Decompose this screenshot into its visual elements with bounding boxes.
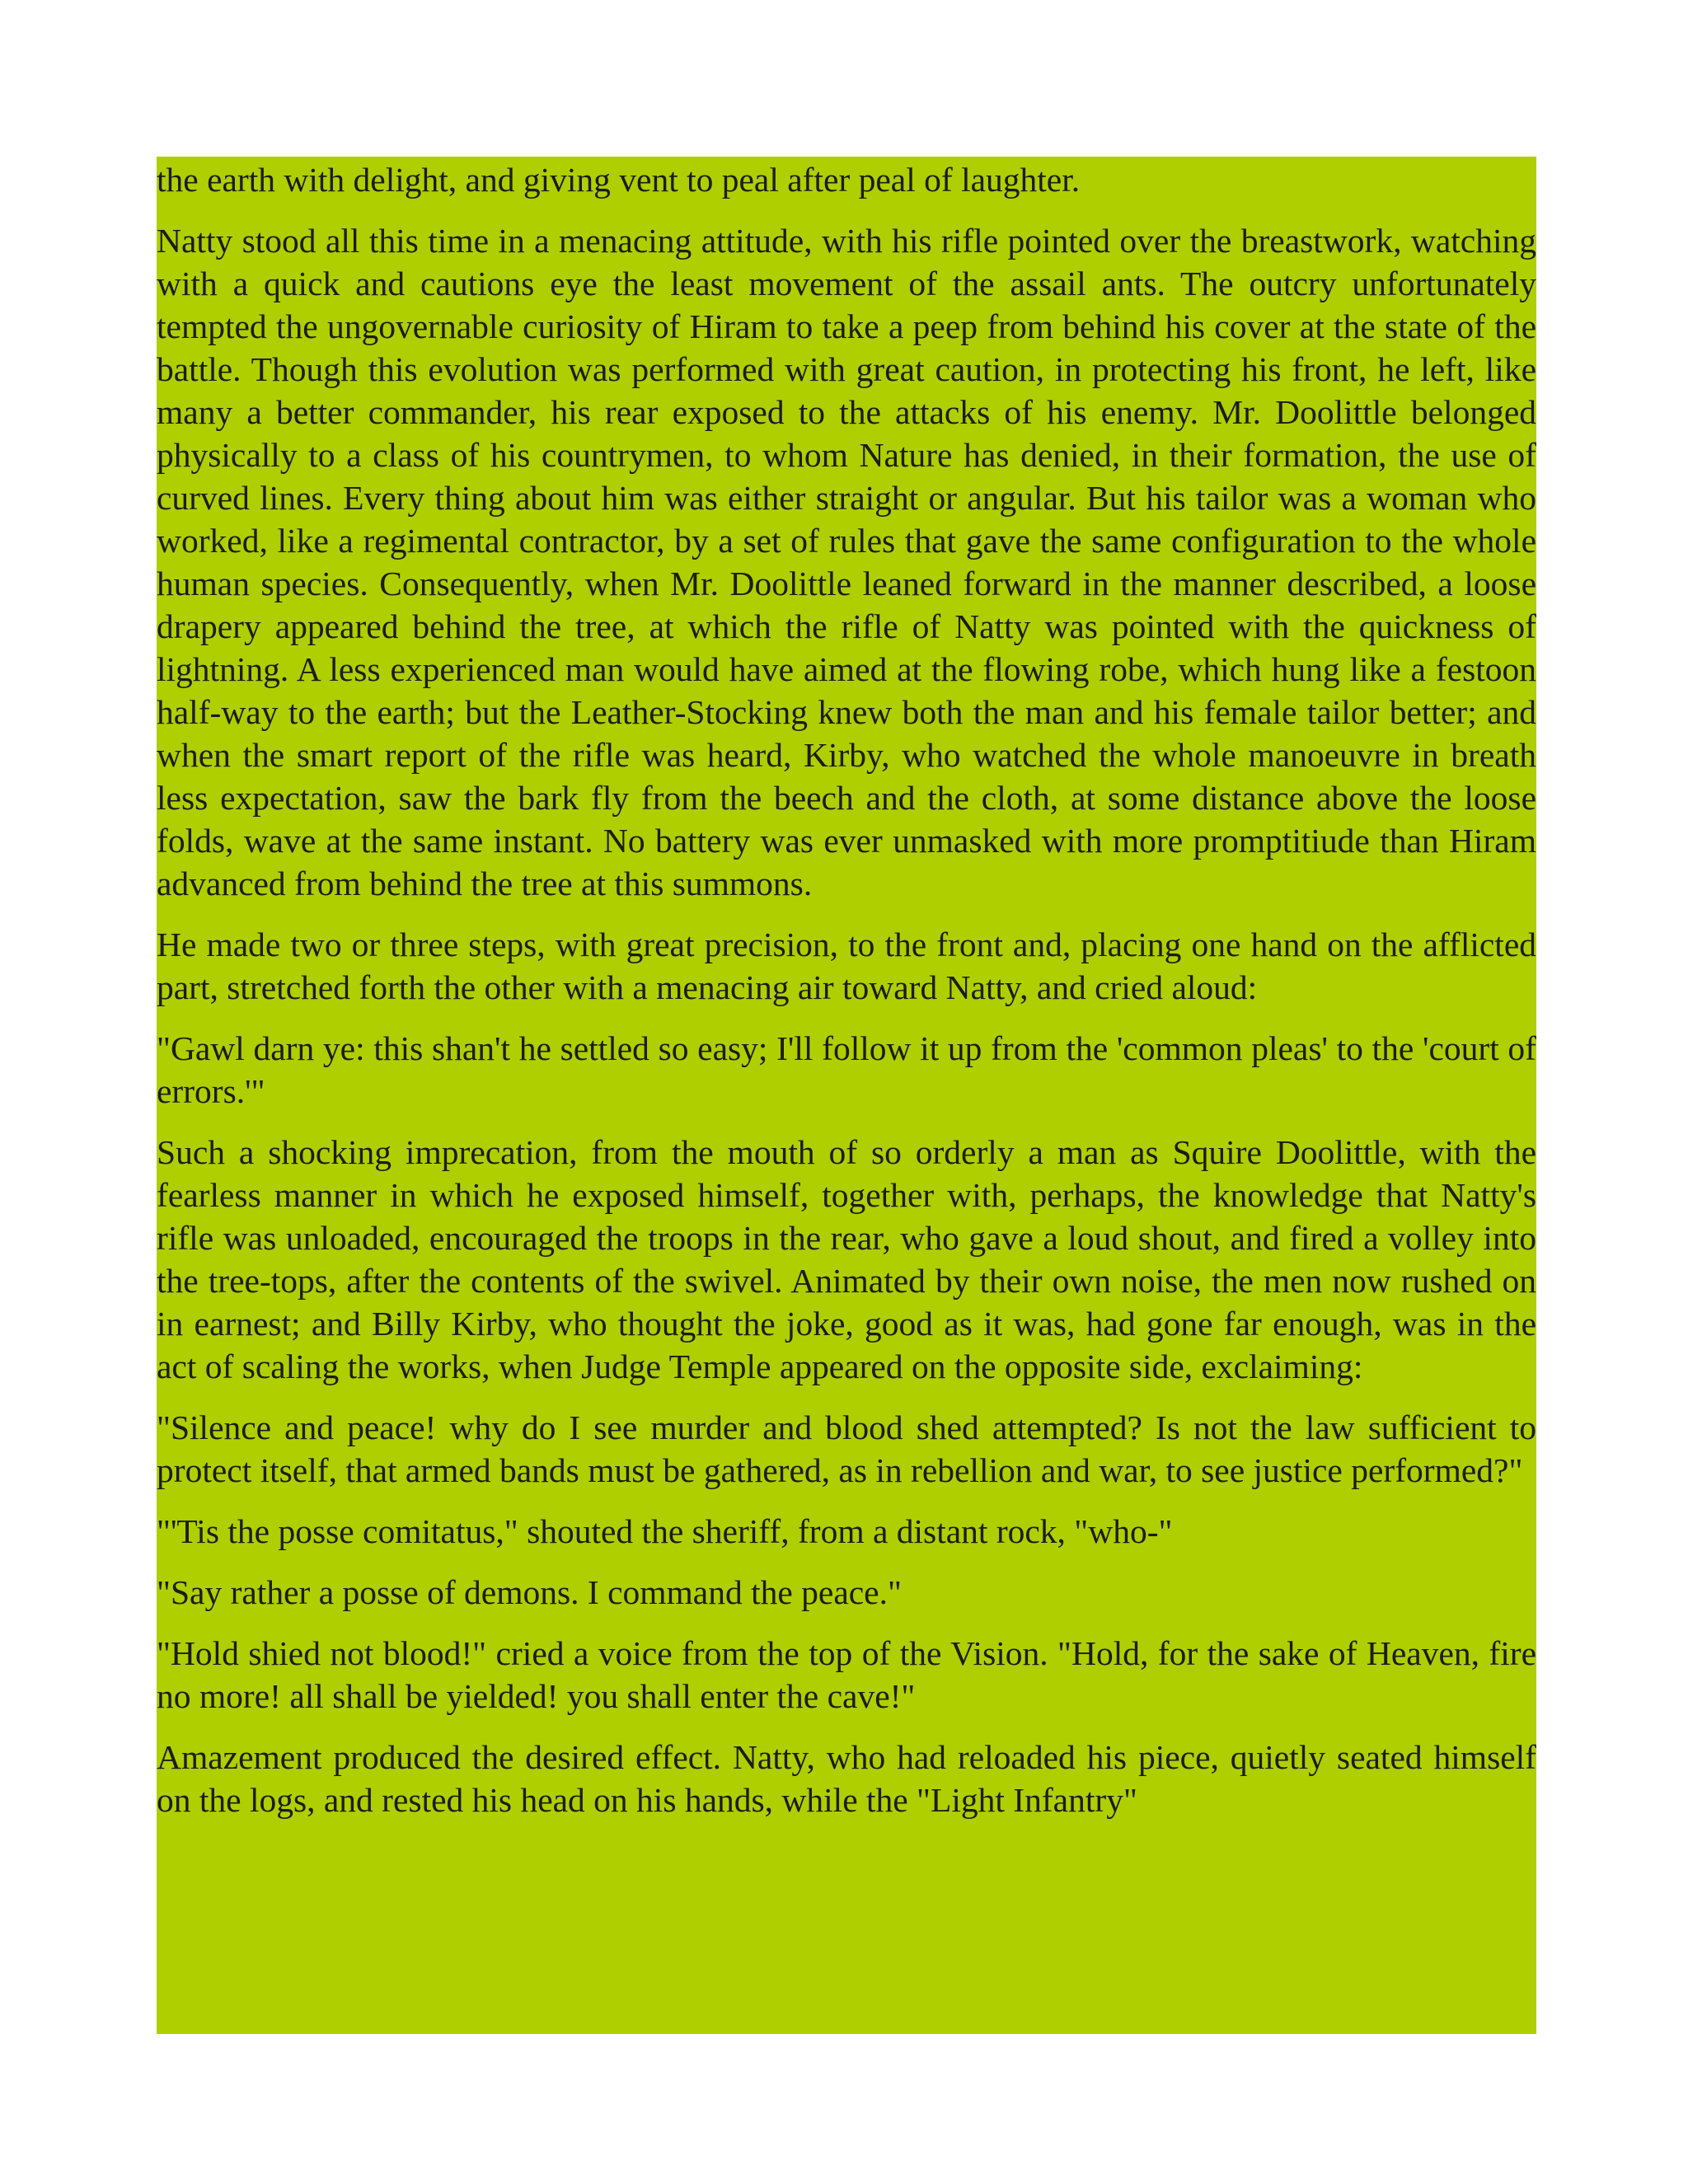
paragraph-2: Natty stood all this time in a menacing attitude, with his rifle pointed over the breastwork, watching with a quick and cautions eye the least movement of the assail ants. The outcry unfortunately tempted the ungovernable curiosity of Hiram to take a peep from behind his cover at the state of the battle. Though this evolution was performed with great caution, in protecting his front, he left, like many a better commander, his rear exposed to the attacks of his enemy. Mr. Doolittle belonged physically to a class of his countrymen, to whom Nature has denied, in their formation, the use of curved lines. Every thing about him was either straight or angular. But his tailor was a woman who worked, like a regimental contractor, by a set of rules that gave the same configuration to the whole human species. Consequently, when Mr. Doolittle leaned forward in the manner described, a loose drapery appeared behind the tree, at which the rifle of Natty was pointed with the quickness of lightning. A less experienced man would have aimed at the flowing robe, which hung like a festoon half-way to the earth; but the Leather-Stocking knew both the man and his female tailor better; and when the smart report of the rifle was heard, Kirby, who watched the whole manoeuvre in breath less expectation, saw the bark fly from the beech and the cloth, at some distance above the loose folds, wave at the same instant. No battery was ever unmasked with more promptitiude than Hiram advanced from behind the tree at this summons. xyxy=(157,222,1536,902)
paragraph-10: Amazement produced the desired effect. Natty, who had reloaded his piece, quietly seated himself on the logs, and rested his head on his hands, while the "Light Infantry" xyxy=(157,1738,1536,1819)
paragraph-1: the earth with delight, and giving vent to peal after peal of laughter. xyxy=(157,161,1081,199)
highlighted-text-block xyxy=(157,157,1536,2034)
paragraph-4: "Gawl darn ye: this shan't he settled so easy; I'll follow it up from the 'common pleas' to the 'court of errors.'" xyxy=(157,1029,1536,1110)
paragraph-8: "Say rather a posse of demons. I command the peace." xyxy=(157,1573,902,1611)
paragraph-6: "Silence and peace! why do I see murder and blood shed attempted? Is not the law sufficient to protect itself, that armed bands must be gathered, as in rebellion and war, to see justice performed?" xyxy=(157,1408,1536,1489)
paragraph-5: Such a shocking imprecation, from the mouth of so orderly a man as Squire Doolittle, with the fearless manner in which he exposed himself, together with, perhaps, the knowledge that Natty's rifle was unloaded, encouraged the troops in the rear, who gave a loud shout, and fired a volley into the tree-tops, after the contents of the swivel. Animated by their own noise, the men now rushed on in earnest; and Billy Kirby, who thought the joke, good as it was, had gone far enough, was in the act of scaling the works, when Judge Temple appeared on the opposite side, exclaiming: xyxy=(157,1133,1536,1385)
paragraph-3: He made two or three steps, with great precision, to the front and, placing one hand on the afflicted part, stretched forth the other with a menacing air toward Natty, and cried aloud: xyxy=(157,926,1536,1006)
paragraph-9: "Hold shied not blood!" cried a voice from the top of the Vision. "Hold, for the sake of Heaven, fire no more! all shall be yielded! you shall enter the cave!" xyxy=(157,1634,1536,1715)
paragraph-7: "'Tis the posse comitatus," shouted the sheriff, from a distant rock, "who-" xyxy=(157,1512,1173,1550)
